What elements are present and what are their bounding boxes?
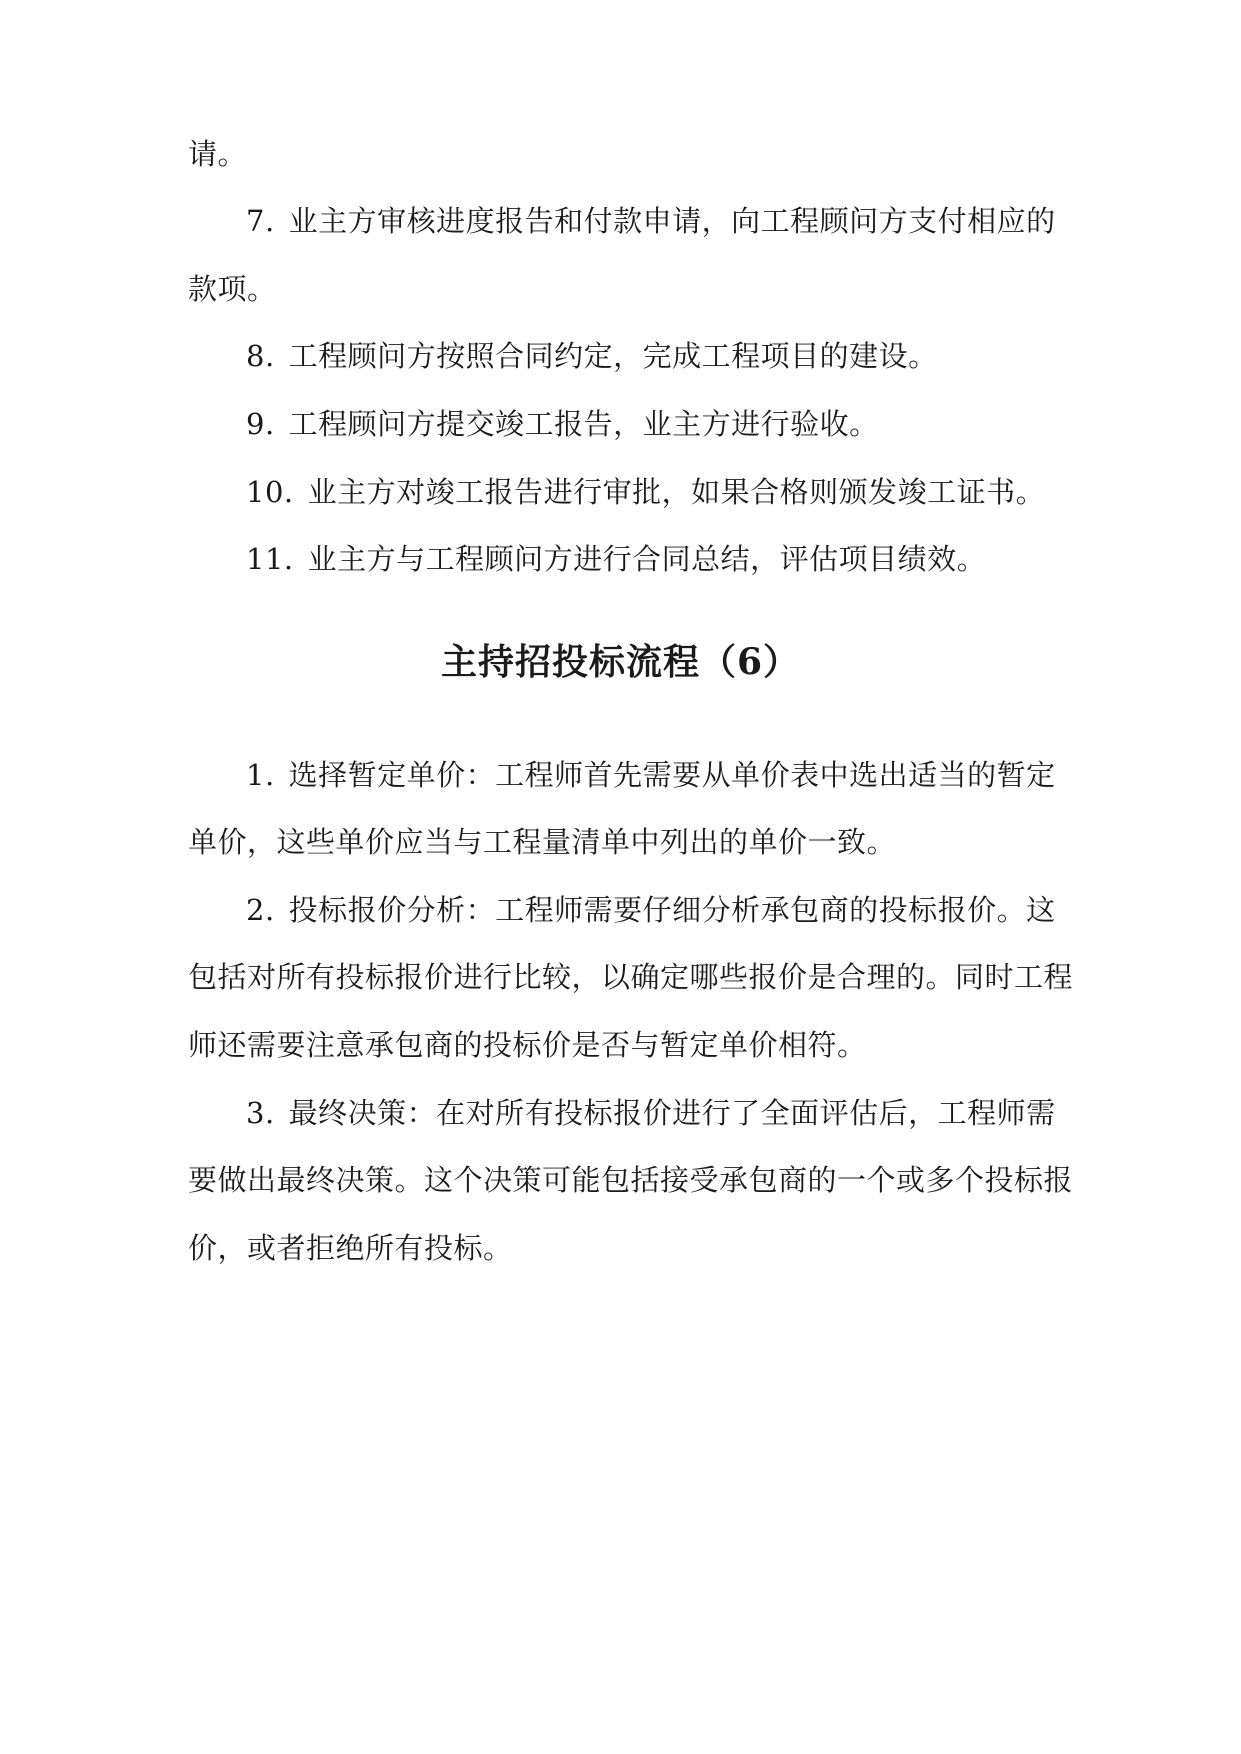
list-item-text: 业主方审核进度报告和付款申请，向工程顾问方支付相应的 (288, 204, 1056, 238)
list-item-text: 最终决策：在对所有投标报价进行了全面评估后，工程师需 (288, 1096, 1056, 1130)
paragraph-continuation-6 (188, 134, 1068, 174)
list-item-text: 投标报价分析：工程师需要仔细分析承包商的投标报价。这 (288, 893, 1056, 927)
list-item-7-continued (188, 269, 1068, 309)
list-number: 7. (246, 204, 275, 238)
list-item-9 (246, 404, 1066, 444)
list-item-text: 款项。 (188, 272, 277, 306)
list-item-text: 工程顾问方提交竣工报告，业主方进行验收。 (288, 407, 879, 441)
list-number: 2. (246, 893, 275, 927)
list-item-2-continued (188, 1025, 1068, 1065)
list-item-text: 师还需要注意承包商的投标价是否与暂定单价相符。 (188, 1028, 867, 1062)
list-number: 9. (246, 407, 275, 441)
list-item-2 (246, 890, 1066, 930)
list-item-10 (246, 472, 1066, 512)
list-item-1-continued (188, 822, 1068, 862)
list-item-3 (246, 1093, 1066, 1133)
list-item-11 (246, 539, 1066, 579)
list-item-text: 选择暂定单价：工程师首先需要从单价表中选出适当的暂定 (288, 758, 1056, 792)
list-number: 1. (246, 758, 275, 792)
list-item-text: 要做出最终决策。这个决策可能包括接受承包商的一个或多个投标报 (188, 1163, 1074, 1197)
list-item-2-continued (188, 957, 1074, 997)
list-number: 10. (246, 475, 294, 509)
list-item-text: 包括对所有投标报价进行比较，以确定哪些报价是合理的。同时工程 (188, 960, 1074, 994)
list-number: 11. (246, 542, 294, 576)
list-item-7 (246, 201, 1066, 241)
list-item-1 (246, 755, 1066, 795)
list-item-text: 价，或者拒绝所有投标。 (188, 1231, 513, 1265)
list-item-3-continued (188, 1228, 1068, 1268)
list-number: 3. (246, 1096, 275, 1130)
paragraph-text: 请。 (188, 137, 248, 171)
list-item-text: 工程顾问方按照合同约定，完成工程项目的建设。 (288, 339, 938, 373)
section-heading: 主持招投标流程（6） (440, 641, 801, 683)
list-item-text: 业主方与工程顾问方进行合同总结，评估项目绩效。 (307, 542, 987, 576)
list-item-text: 业主方对竣工报告进行审批，如果合格则颁发竣工证书。 (307, 475, 1046, 509)
list-item-text: 单价，这些单价应当与工程量清单中列出的单价一致。 (188, 825, 897, 859)
list-item-3-continued (188, 1160, 1074, 1200)
list-number: 8. (246, 339, 275, 373)
list-item-8 (246, 336, 1066, 376)
